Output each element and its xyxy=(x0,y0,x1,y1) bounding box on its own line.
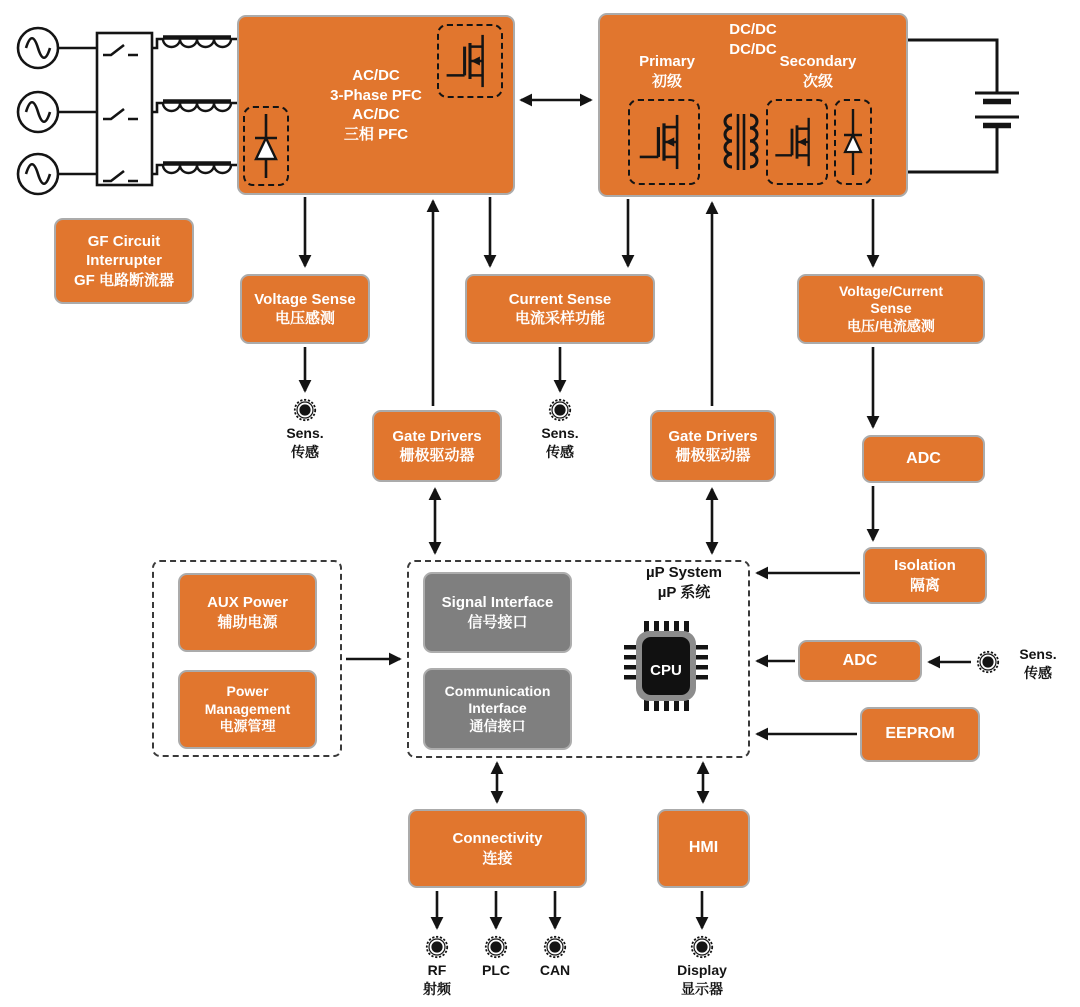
block-label: µP System xyxy=(646,564,722,581)
block-label: Primary xyxy=(639,53,695,70)
block-label: DC/DC xyxy=(729,41,777,59)
block-label: Secondary xyxy=(779,53,857,70)
block-label: Gate Drivers xyxy=(392,427,482,445)
transformer-icon xyxy=(720,110,762,174)
block-label: 栅极驱动器 xyxy=(675,447,751,464)
block-label: 辅助电源 xyxy=(217,613,278,631)
connector-label: Sens. xyxy=(286,425,324,441)
block-adc-1 xyxy=(862,435,985,483)
block-label: Signal Interface xyxy=(441,594,554,611)
block-gate-drivers-right xyxy=(650,410,776,482)
connector-label: 显示器 xyxy=(681,980,723,997)
block-label: 信号接口 xyxy=(467,613,528,631)
block-voltage-sense xyxy=(240,274,370,344)
diode-icon xyxy=(834,99,872,185)
block-label: 三相 PFC xyxy=(343,125,409,143)
jack-icon xyxy=(689,934,715,960)
connector-label: Sens. xyxy=(541,425,579,441)
block-label: ADC xyxy=(842,651,878,669)
block-label: AC/DC xyxy=(352,106,400,123)
label-can xyxy=(530,961,580,980)
block-label: Voltage Sense xyxy=(254,290,356,308)
label-sens-1 xyxy=(275,424,335,462)
dcdc-primary-label xyxy=(612,52,722,93)
cpu-icon xyxy=(611,617,721,715)
mosfet-icon xyxy=(766,99,828,185)
block-label: 电压感测 xyxy=(274,310,335,327)
block-label: GF Circuit xyxy=(87,232,161,250)
connector-label: 传感 xyxy=(546,443,574,460)
block-label: 电源管理 xyxy=(219,718,276,735)
block-label: 栅极驱动器 xyxy=(399,447,475,464)
block-label: Connectivity xyxy=(452,830,543,847)
block-label: 次级 xyxy=(802,73,833,91)
block-label: 隔离 xyxy=(909,576,940,594)
block-label: Sense xyxy=(870,300,912,317)
block-current-sense xyxy=(465,274,655,344)
label-plc xyxy=(471,961,521,980)
jack-icon xyxy=(483,934,509,960)
connector-label: 传感 xyxy=(291,443,319,460)
label-display xyxy=(660,961,744,999)
block-isolation xyxy=(863,547,987,604)
block-label: Isolation xyxy=(894,557,956,574)
block-label: Gate Drivers xyxy=(668,427,758,445)
block-label: Current Sense xyxy=(508,290,612,308)
block-label: 电流采样功能 xyxy=(514,310,605,327)
ac-source-icon xyxy=(18,28,58,194)
connector-label: PLC xyxy=(482,962,510,978)
connector-label: Display xyxy=(677,962,727,978)
block-label: EEPROM xyxy=(885,725,955,743)
up-system-title xyxy=(619,563,749,604)
jack-icon xyxy=(542,934,568,960)
block-eeprom xyxy=(860,707,980,762)
mosfet-icon xyxy=(437,24,503,98)
connector-label: CAN xyxy=(539,962,571,978)
block-aux-power xyxy=(178,573,317,652)
block-label: 初级 xyxy=(651,73,682,91)
connector-label: Sens. xyxy=(1019,646,1057,662)
block-adc-2 xyxy=(798,640,922,682)
connector-label: 射频 xyxy=(423,980,451,997)
block-label: HMI xyxy=(688,839,719,857)
block-signal-interface xyxy=(423,572,572,653)
block-label: GF 电路断流器 xyxy=(74,271,174,289)
block-label: ADC xyxy=(906,449,941,467)
connector-label: RF xyxy=(427,962,447,978)
block-label: AUX Power xyxy=(207,594,288,611)
block-label: DC/DC xyxy=(729,21,777,38)
block-label: Interface xyxy=(468,700,527,717)
block-hmi xyxy=(657,809,750,888)
block-voltage-current-sense xyxy=(797,274,985,344)
jack-icon xyxy=(292,397,318,423)
jack-icon xyxy=(547,397,573,423)
block-label: µP 系统 xyxy=(657,584,711,602)
label-rf xyxy=(412,961,462,999)
jack-icon xyxy=(975,649,1001,675)
jack-icon xyxy=(424,934,450,960)
block-label: Interrupter xyxy=(86,252,162,270)
block-label: 通信接口 xyxy=(469,717,526,734)
block-label: Power xyxy=(226,683,269,700)
block-label: 连接 xyxy=(482,849,513,867)
label-sens-3 xyxy=(1008,645,1068,683)
dcdc-secondary-label xyxy=(762,52,874,93)
label-sens-2 xyxy=(530,424,590,462)
battery-icon xyxy=(908,40,1019,172)
mosfet-icon xyxy=(628,99,700,185)
block-label: Management xyxy=(204,700,291,717)
inductor-icon xyxy=(152,38,239,175)
block-label: 3-Phase PFC xyxy=(330,86,422,104)
block-connectivity xyxy=(408,809,587,888)
cpu-label: CPU xyxy=(650,661,682,679)
block-label: AC/DC xyxy=(352,67,400,84)
block-label: Voltage/Current xyxy=(839,282,943,299)
connector-label: 传感 xyxy=(1024,664,1052,681)
breaker-icon xyxy=(58,33,152,185)
block-gate-drivers-left xyxy=(372,410,502,482)
diode-icon xyxy=(243,106,289,186)
block-gf-circuit-interrupter xyxy=(54,218,194,304)
block-label: Communication xyxy=(444,682,551,699)
block-power-management xyxy=(178,670,317,749)
block-label: 电压/电流感测 xyxy=(847,317,935,334)
block-communication-interface xyxy=(423,668,572,750)
